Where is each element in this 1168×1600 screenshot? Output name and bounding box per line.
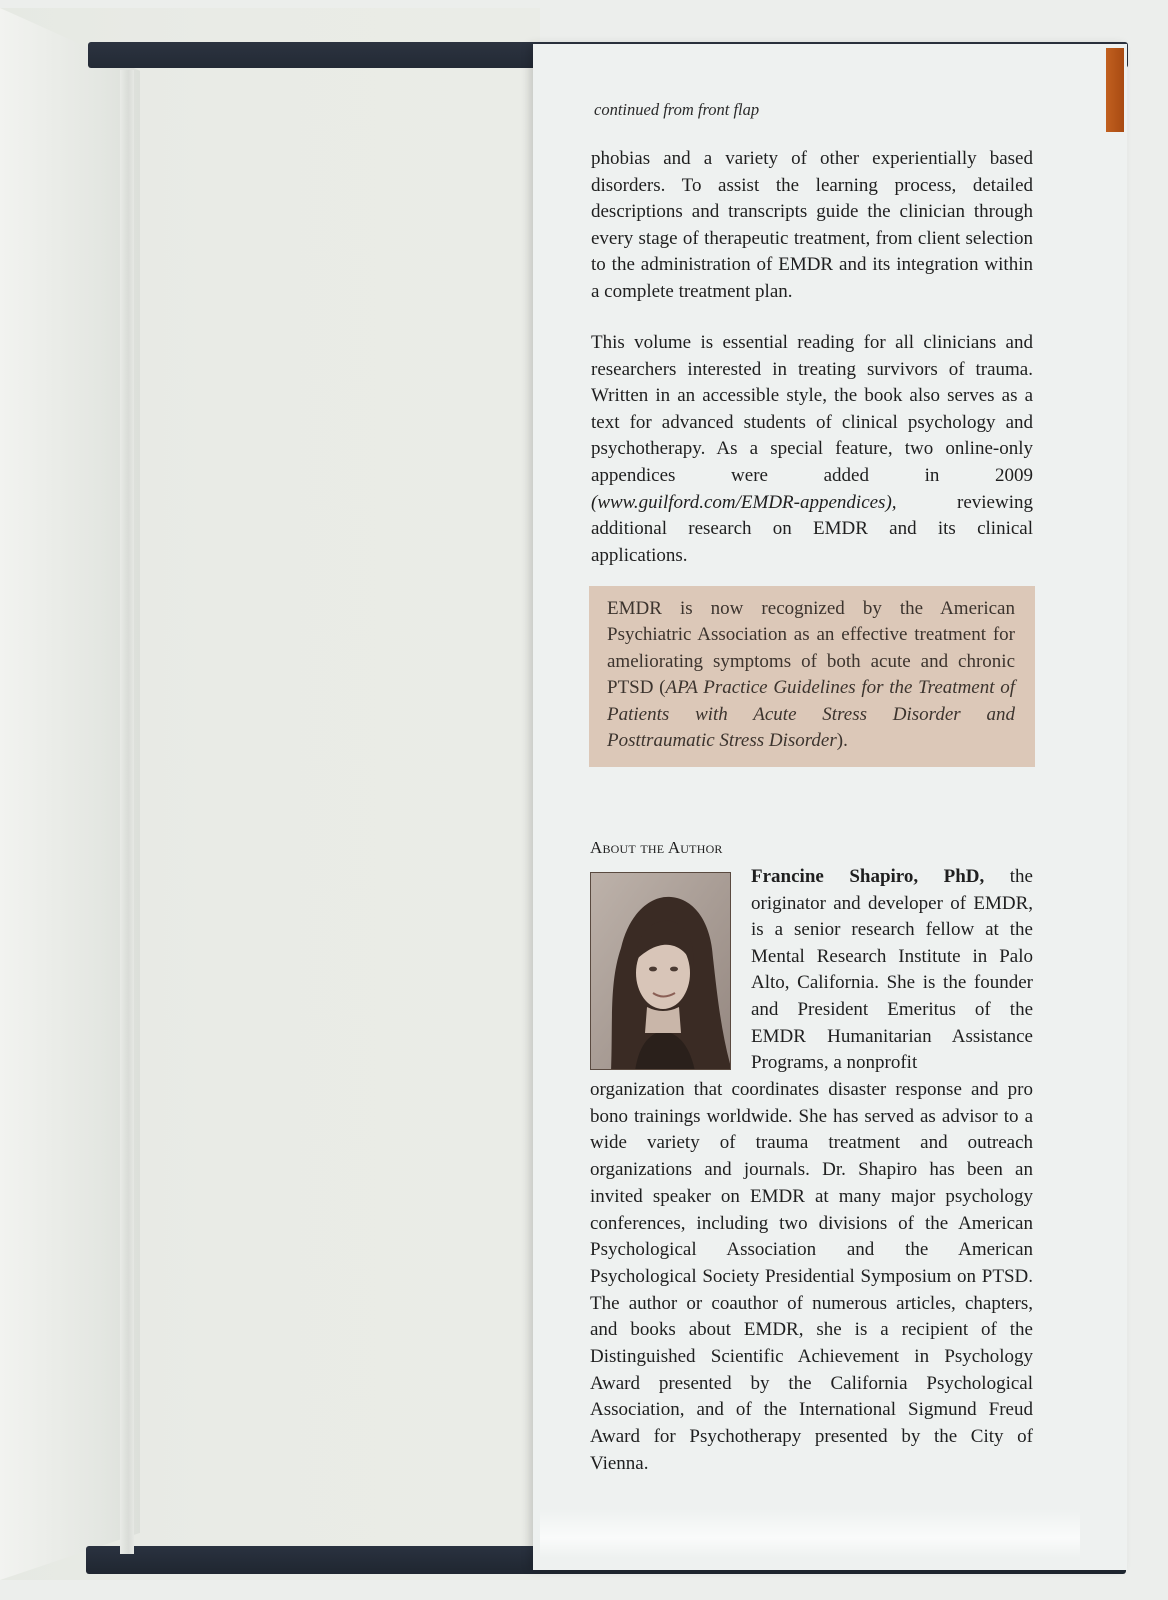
callout-lead: EMDR is now recognized by the American Psychiatric Association as an effective treatment for ameliorating symptoms of both acute and chronic PTSD (: [607, 598, 1015, 699]
endpaper-fold: [0, 8, 140, 1580]
apa-callout-box: [589, 586, 1035, 767]
light-glare: [540, 1508, 1080, 1558]
callout-citation: APA Practice Guidelines for the Treatment of Patients with Acute Stress Disorder and Posttraumatic Stress Disorder: [607, 677, 1016, 752]
callout-end: ).: [836, 730, 848, 752]
page-gutter: [120, 70, 134, 1554]
author-bio-continued: organization that coordinates disaster response and pro bono trainings worldwide. She has served as advisor to a wide variety of trauma treatment and outreach organizations and journals. Dr. Shapiro has been an invited speaker on EMDR at many major psychology conferences, including two divisions of the American Psychological Association and the American Psychological Society Presidential Symposium on PTSD. The author or coauthor of numerous articles, chapters, and books about EMDR, she is a recipient of the Distinguished Scientific Achievement in Psychology Award presented by the California Psychological Association, and of the International Sigmund Freud Award for Psychotherapy presented by the City of Vienna.: [590, 1079, 1033, 1474]
author-photo: [590, 872, 731, 1070]
author-name: Francine Shapiro, PhD,: [751, 866, 985, 887]
para2-text: This volume is essential reading for all clinicians and researchers interested in treating survivors of trauma. Written in an accessible style, the book also serves as a text for advanced students of clinical psychology and psychotherapy. As a special feature, two online-only appendices were added in 2009: [591, 332, 1033, 486]
about-author-heading: About the Author: [590, 838, 723, 857]
description-paragraph-2: [591, 330, 1033, 569]
appendices-url: (www.guilford.com/EMDR-appendices),: [591, 491, 897, 513]
author-bio-intro: [751, 864, 1033, 1077]
spine-accent-stripe: [1106, 48, 1124, 132]
para2-text-end: reviewing additional research on EMDR and its clinical applications.: [591, 491, 1033, 566]
description-paragraph-1: phobias and a variety of other experientially based disorders. To assist the learning process, detailed descriptions and transcripts guide the clinician through every stage of therapeutic treatment, from client selection to the administration of EMDR and its integration within a complete treatment plan.: [591, 148, 1033, 302]
continued-label: continued from front flap: [594, 100, 760, 119]
author-portrait-image: [591, 873, 731, 1070]
bio-intro-text: the originator and developer of EMDR, is a senior research fellow at the Mental Research Institute in Palo Alto, California. She is the founder and President Emeritus of the EMDR Humanitarian Assistance Programs, a nonprofit: [751, 866, 1033, 1074]
callout-text: [607, 596, 1015, 754]
